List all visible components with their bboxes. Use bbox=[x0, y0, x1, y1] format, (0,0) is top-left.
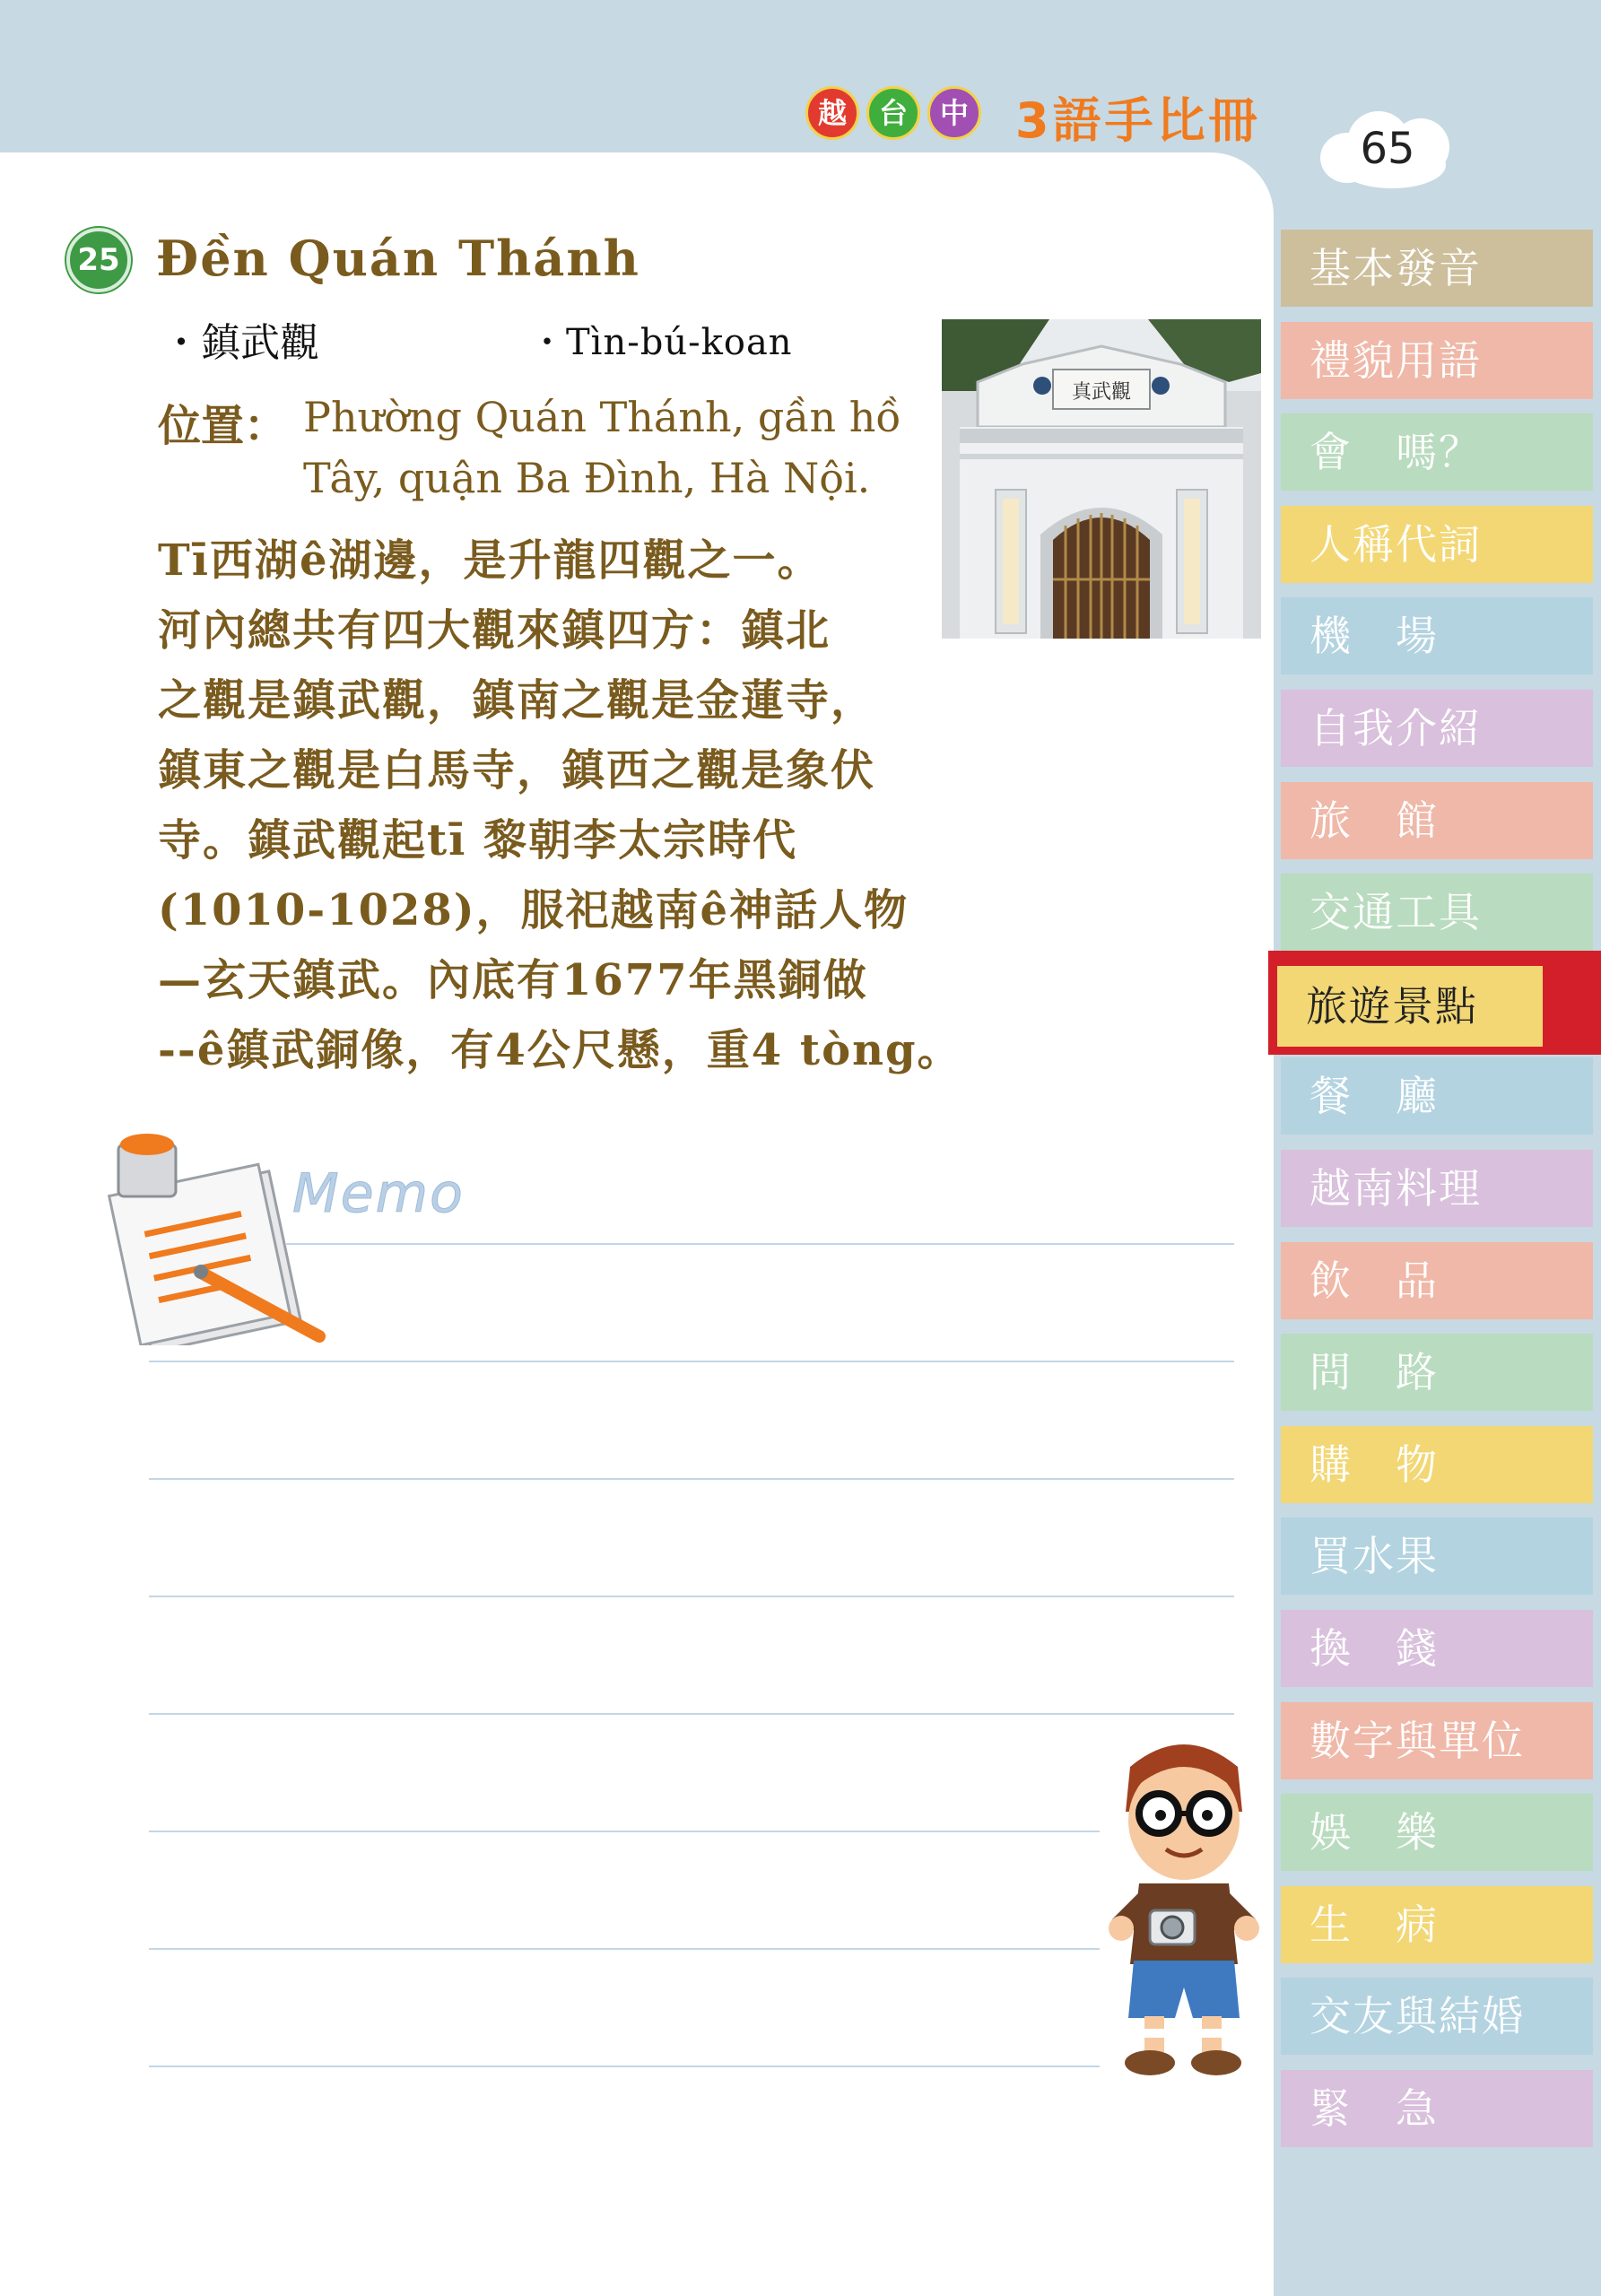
badge-chinese: 中 bbox=[927, 86, 981, 140]
memo-line bbox=[149, 1596, 1234, 1597]
sidebar-item[interactable]: 旅 館 bbox=[1281, 782, 1593, 859]
memo-line bbox=[149, 1713, 1234, 1715]
sidebar-item[interactable]: 購 物 bbox=[1281, 1426, 1593, 1503]
sidebar-item[interactable]: 餐 廳 bbox=[1281, 1057, 1593, 1135]
memo-line bbox=[149, 1831, 1100, 1832]
body-text-line: Tī西湖ê湖邊，是升龍四觀之一。 bbox=[158, 535, 822, 586]
sidebar-item[interactable]: 機 場 bbox=[1281, 597, 1593, 674]
memo-line bbox=[149, 1948, 1100, 1950]
location-line: Phường Quán Thánh, gần hồ bbox=[303, 393, 901, 441]
sidebar-item[interactable]: 飲 品 bbox=[1281, 1242, 1593, 1319]
temple-plaque: 真武觀 bbox=[1071, 381, 1132, 404]
taiwanese-name: ・Tìn-bú-koan bbox=[529, 322, 793, 363]
body-text-line: 寺。鎮武觀起tī 黎朝李太宗時代 bbox=[158, 815, 798, 865]
body-text-line: 鎮東之觀是白馬寺，鎮西之觀是象伏 bbox=[158, 745, 876, 796]
memo-label: Memo bbox=[292, 1162, 465, 1225]
chinese-name: ・鎮武觀 bbox=[161, 320, 319, 366]
sidebar-item[interactable]: 禮貌用語 bbox=[1281, 322, 1593, 399]
memo-line bbox=[149, 1478, 1234, 1480]
sidebar-item[interactable]: 娛 樂 bbox=[1281, 1794, 1593, 1871]
sidebar-item[interactable]: 交通工具 bbox=[1281, 874, 1593, 951]
body-text-line: --ê鎮武銅像，有4公尺懸，重4 tòng。 bbox=[158, 1025, 962, 1075]
temple-photo bbox=[942, 319, 1261, 639]
sidebar-item[interactable]: 問 路 bbox=[1281, 1334, 1593, 1411]
location-label: 位置： bbox=[158, 401, 288, 451]
sidebar-item[interactable]: 會 嗎？ bbox=[1281, 413, 1593, 491]
memo-notepad-icon bbox=[95, 1121, 337, 1345]
sidebar-item[interactable]: 緊 急 bbox=[1281, 2070, 1593, 2147]
sidebar-item[interactable]: 基本發音 bbox=[1281, 230, 1593, 307]
memo-line bbox=[149, 1361, 1234, 1362]
book-title: 3語手比冊 bbox=[1015, 92, 1261, 149]
body-text-line: 之觀是鎮武觀，鎮南之觀是金蓮寺， bbox=[158, 675, 876, 726]
badge-taiwanese: 台 bbox=[866, 86, 920, 140]
sidebar-item[interactable]: 自我介紹 bbox=[1281, 690, 1593, 767]
sidebar-item[interactable]: 買水果 bbox=[1281, 1518, 1593, 1595]
tourist-cartoon-icon bbox=[1094, 1731, 1274, 2081]
sidebar-item[interactable]: 生 病 bbox=[1281, 1886, 1593, 1963]
section-number-badge: 25 bbox=[66, 228, 131, 292]
sidebar-item[interactable]: 交友與結婚 bbox=[1281, 1978, 1593, 2055]
sidebar-item[interactable]: 換 錢 bbox=[1281, 1610, 1593, 1687]
section-title: Đền Quán Thánh bbox=[156, 230, 640, 287]
sidebar-item[interactable]: 數字與單位 bbox=[1281, 1702, 1593, 1779]
body-text-line: —玄天鎮武。內底有1677年黑銅做 bbox=[158, 955, 868, 1005]
badge-vietnamese: 越 bbox=[805, 86, 859, 140]
sidebar-item[interactable]: 人稱代詞 bbox=[1281, 506, 1593, 583]
body-text-line: (1010-1028)，服祀越南ê神話人物 bbox=[158, 885, 909, 935]
body-text-line: 河內總共有四大觀來鎮四方：鎮北 bbox=[158, 605, 831, 656]
sidebar-item[interactable]: 旅遊景點 bbox=[1277, 966, 1543, 1047]
memo-line bbox=[149, 2066, 1100, 2067]
memo-line bbox=[285, 1243, 1234, 1245]
page-number: 65 bbox=[1360, 124, 1415, 174]
location-line: Tây, quận Ba Đình, Hà Nội. bbox=[303, 454, 871, 502]
sidebar-item[interactable]: 越南料理 bbox=[1281, 1150, 1593, 1227]
